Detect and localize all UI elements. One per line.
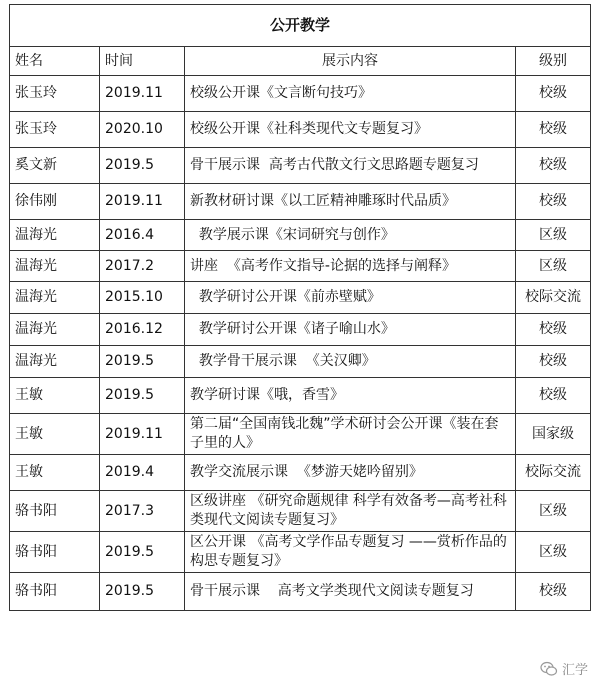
- cell-content: 讲座 《高考作文指导-论据的选择与阐释》: [185, 251, 516, 282]
- cell-content: 教学展示课《宋词研究与创作》: [185, 220, 516, 251]
- cell-time: 2019.5: [100, 532, 185, 573]
- table-row: [10, 532, 591, 573]
- cell-time: 2019.5: [100, 346, 185, 378]
- table-row: [10, 251, 591, 282]
- wechat-logo-icon: [540, 661, 558, 677]
- cell-name: 温海光: [10, 251, 100, 282]
- cell-content: 第二届“全国南钱北魏”学术研讨会公开课《装在套子里的人》: [185, 414, 516, 455]
- cell-level: 国家级: [516, 414, 591, 455]
- cell-name: 徐伟刚: [10, 184, 100, 220]
- cell-name: 张玉玲: [10, 112, 100, 148]
- cell-content: 校级公开课《社科类现代文专题复习》: [185, 112, 516, 148]
- cell-content: 校级公开课《文言断句技巧》: [185, 76, 516, 112]
- cell-time: 2019.11: [100, 76, 185, 112]
- cell-name: 温海光: [10, 314, 100, 346]
- cell-name: 王敏: [10, 455, 100, 491]
- cell-time: 2017.3: [100, 491, 185, 532]
- cell-time: 2019.11: [100, 414, 185, 455]
- header-level: 级别: [516, 47, 591, 76]
- cell-content: 骨干展示课 高考古代散文行文思路题专题复习: [185, 148, 516, 184]
- cell-name: 张玉玲: [10, 76, 100, 112]
- cell-level: 校际交流: [516, 455, 591, 491]
- cell-level: 区级: [516, 491, 591, 532]
- cell-name: 温海光: [10, 282, 100, 314]
- cell-level: 校际交流: [516, 282, 591, 314]
- cell-time: 2017.2: [100, 251, 185, 282]
- cell-level: 校级: [516, 184, 591, 220]
- cell-time: 2019.11: [100, 184, 185, 220]
- table-row: [10, 148, 591, 184]
- cell-level: 校级: [516, 346, 591, 378]
- table-row: [10, 314, 591, 346]
- header-content: 展示内容: [185, 47, 516, 76]
- cell-level: 校级: [516, 573, 591, 611]
- table-row: [10, 414, 591, 455]
- title-row: [10, 5, 591, 47]
- watermark-text: 汇学: [561, 663, 588, 678]
- cell-name: 骆书阳: [10, 532, 100, 573]
- cell-content: 骨干展示课 高考文学类现代文阅读专题复习: [185, 573, 516, 611]
- table-row: [10, 282, 591, 314]
- cell-name: 温海光: [10, 220, 100, 251]
- cell-content: 区公开课 《高考文学作品专题复习 ——赏析作品的构思专题复习》: [185, 532, 516, 573]
- header-name: 姓名: [10, 47, 100, 76]
- header-time: 时间: [100, 47, 185, 76]
- cell-time: 2016.12: [100, 314, 185, 346]
- cell-level: 校级: [516, 378, 591, 414]
- cell-level: 区级: [516, 532, 591, 573]
- table-row: [10, 220, 591, 251]
- table-title: 公开教学: [10, 5, 591, 47]
- table-row: [10, 184, 591, 220]
- cell-time: 2019.5: [100, 378, 185, 414]
- cell-content: 教学骨干展示课 《关汉卿》: [185, 346, 516, 378]
- cell-content: 区级讲座 《研究命题规律 科学有效备考—高考社科类现代文阅读专题复习》: [185, 491, 516, 532]
- teaching-table: [9, 4, 591, 611]
- cell-content: 教学研讨公开课《诸子喻山水》: [185, 314, 516, 346]
- table-row: [10, 346, 591, 378]
- table-row: [10, 378, 591, 414]
- cell-level: 校级: [516, 148, 591, 184]
- table-row: [10, 491, 591, 532]
- table-row: [10, 112, 591, 148]
- cell-name: 王敏: [10, 414, 100, 455]
- cell-level: 校级: [516, 314, 591, 346]
- cell-name: 骆书阳: [10, 491, 100, 532]
- cell-name: 骆书阳: [10, 573, 100, 611]
- cell-level: 校级: [516, 76, 591, 112]
- watermark: [540, 659, 588, 678]
- table-row: [10, 455, 591, 491]
- table-row: [10, 76, 591, 112]
- cell-time: 2015.10: [100, 282, 185, 314]
- cell-name: 奚文新: [10, 148, 100, 184]
- cell-time: 2020.10: [100, 112, 185, 148]
- cell-content: 教学交流展示课 《梦游天姥吟留别》: [185, 455, 516, 491]
- cell-time: 2016.4: [100, 220, 185, 251]
- cell-content: 教学研讨课《哦，香雪》: [185, 378, 516, 414]
- header-row: [10, 47, 591, 76]
- cell-time: 2019.5: [100, 573, 185, 611]
- cell-time: 2019.5: [100, 148, 185, 184]
- table-row: [10, 573, 591, 611]
- cell-content: 教学研讨公开课《前赤壁赋》: [185, 282, 516, 314]
- cell-level: 校级: [516, 112, 591, 148]
- cell-content: 新教材研讨课《以工匠精神雕琢时代品质》: [185, 184, 516, 220]
- cell-name: 王敏: [10, 378, 100, 414]
- cell-name: 温海光: [10, 346, 100, 378]
- cell-level: 区级: [516, 220, 591, 251]
- cell-level: 区级: [516, 251, 591, 282]
- cell-time: 2019.4: [100, 455, 185, 491]
